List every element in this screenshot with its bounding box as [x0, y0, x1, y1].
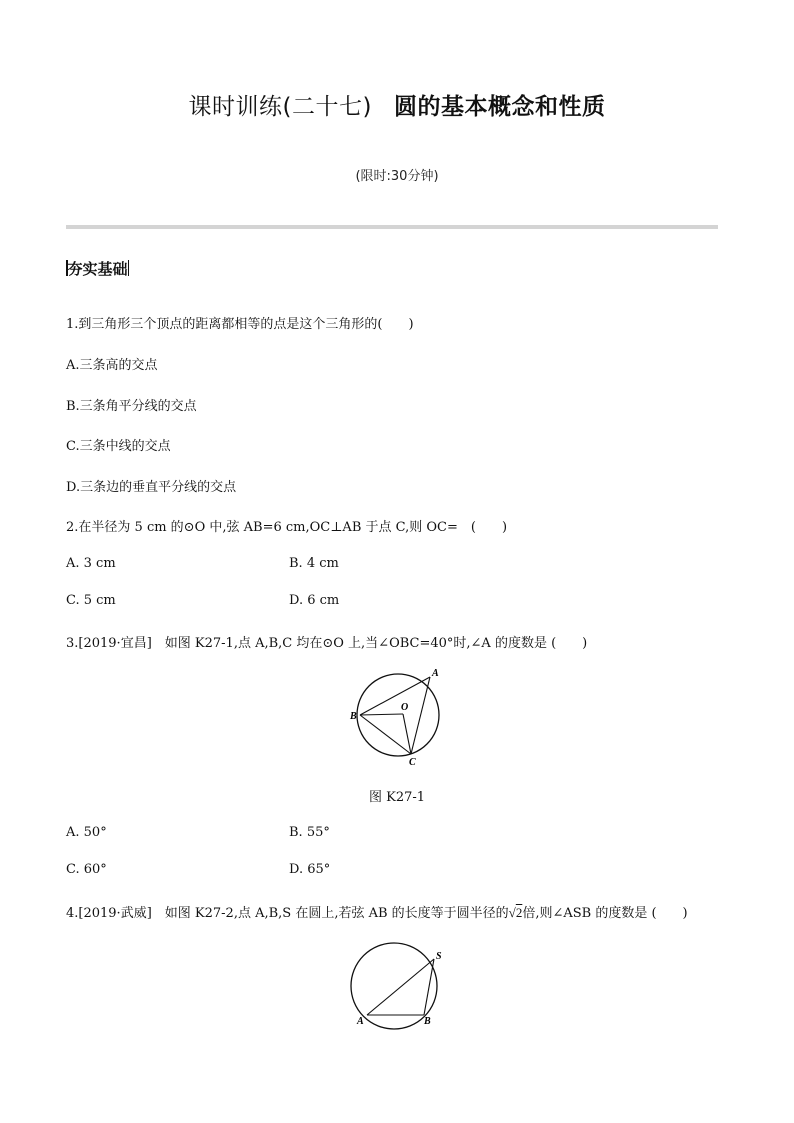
figure-k27-1-caption: 图 K27-1	[368, 790, 426, 805]
label-a: A	[432, 668, 439, 679]
label-b: B	[424, 1016, 431, 1027]
question-2-stem: 2.在半径为 5 cm 的⊙O 中,弦 AB=6 cm,OC⊥AB 于点 C,则 OC= ( )	[66, 520, 508, 535]
chord-ac	[411, 677, 430, 754]
question-1-option-a: A.三条高的交点	[66, 358, 158, 373]
question-3-stem: 3.[2019·宜昌] 如图 K27-1,点 A,B,C 均在⊙O 上,当∠OBC=40°时,∠A 的度数是 ( )	[66, 636, 588, 651]
question-2-option-d: D. 6 cm	[289, 593, 340, 608]
radius-ob	[360, 714, 403, 715]
question-1-option-c: C.三条中线的交点	[66, 439, 171, 454]
divider	[66, 225, 718, 229]
question-4-stem-after: 倍,则∠ASB 的度数是 ( )	[522, 906, 688, 921]
question-3-option-d: D. 65°	[289, 862, 331, 877]
chord-as	[367, 959, 434, 1015]
question-4-stem-before: 4.[2019·武威] 如图 K27-2,点 A,B,S 在圆上,若弦 AB 的长度等于圆半径的	[66, 906, 509, 921]
radius-oc	[403, 714, 411, 754]
question-3-option-c: C. 60°	[66, 862, 107, 877]
sqrt-value: 2	[515, 905, 523, 920]
question-3-option-a: A. 50°	[66, 825, 107, 840]
section-bar-right	[128, 260, 130, 276]
figure-k27-1	[340, 662, 456, 770]
label-c: C	[409, 757, 416, 768]
title-main: 课时训练(二十七)	[188, 94, 372, 120]
section-label: 夯实基础	[67, 260, 128, 278]
time-limit: (限时:30分钟)	[355, 169, 439, 184]
question-1-option-d: D.三条边的垂直平分线的交点	[66, 480, 237, 495]
title-topic: 圆的基本概念和性质	[393, 94, 606, 120]
question-2-option-b: B. 4 cm	[289, 556, 339, 571]
question-2-option-a: A. 3 cm	[66, 556, 116, 571]
question-3-option-b: B. 55°	[289, 825, 330, 840]
chord-bc	[360, 715, 411, 754]
figure-k27-2	[344, 942, 454, 1034]
chord-bs	[424, 959, 434, 1015]
label-s: S	[436, 951, 442, 962]
question-4-stem	[66, 902, 688, 921]
label-b: B	[350, 711, 357, 722]
section-heading	[66, 258, 129, 279]
sqrt-symbol: √2	[508, 905, 523, 920]
question-2-option-c: C. 5 cm	[66, 593, 116, 608]
question-1-stem: 1.到三角形三个顶点的距离都相等的点是这个三角形的( )	[66, 317, 414, 332]
label-a: A	[357, 1016, 364, 1027]
page-title	[0, 88, 794, 121]
question-1-option-b: B.三条角平分线的交点	[66, 399, 197, 414]
chord-ab	[360, 677, 430, 715]
label-o: O	[401, 702, 409, 713]
